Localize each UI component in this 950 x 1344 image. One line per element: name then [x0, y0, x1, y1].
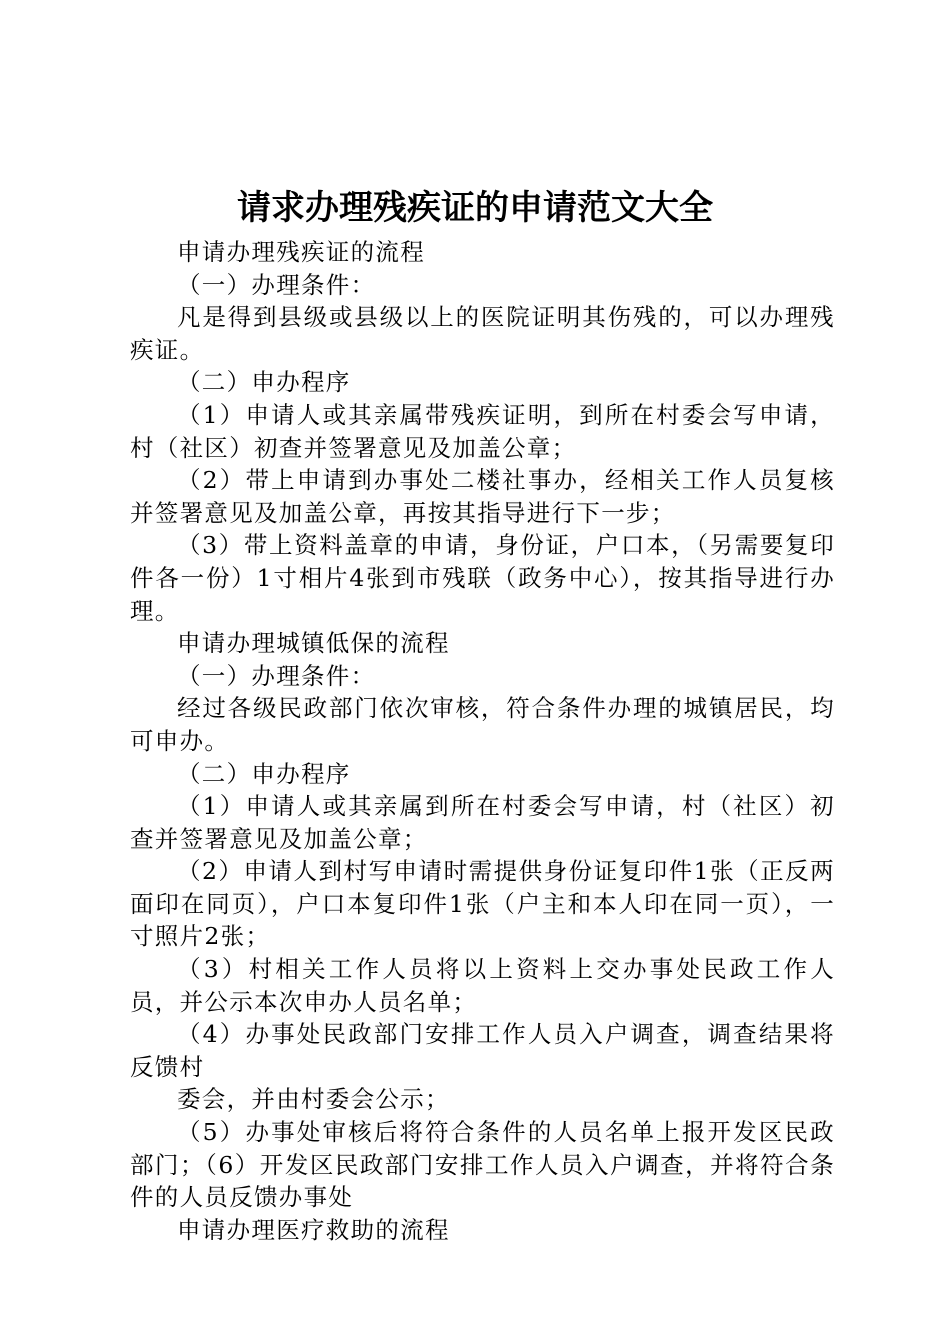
paragraph: 凡是得到县级或县级以上的医院证明其伤残的，可以办理残疾证。	[130, 303, 835, 364]
paragraph: （1）申请人或其亲属到所在村委会写申请，村（社区）初查并签署意见及加盖公章；	[130, 792, 835, 853]
paragraph: （4）办事处民政部门安排工作人员入户调查，调查结果将反馈村	[130, 1020, 835, 1081]
paragraph: 申请办理残疾证的流程	[177, 238, 425, 266]
paragraph: （3）村相关工作人员将以上资料上交办事处民政工作人员，并公示本次申办人员名单；	[130, 955, 835, 1016]
paragraph: 申请办理城镇低保的流程	[177, 629, 450, 658]
paragraph: （2）申请人到村写申请时需提供身份证复印件1张（正反两面印在同页），户口本复印件1张（户主和本人印在同一页），一寸照片2张；	[130, 857, 835, 951]
paragraph: （一）办理条件：	[177, 661, 376, 690]
paragraph: 经过各级民政部门依次审核，符合条件办理的城镇居民，均可申办。	[130, 694, 835, 755]
document-body	[130, 236, 835, 1246]
paragraph: 委会，并由村委会公示；	[177, 1085, 450, 1114]
paragraph: （二）申办程序	[177, 368, 351, 397]
paragraph: （2）带上申请到办事处二楼社事办，经相关工作人员复核并签署意见及加盖公章，再按其指导进行下一步；	[130, 466, 835, 527]
paragraph: （二）申办程序	[177, 759, 351, 788]
paragraph: （3）带上资料盖章的申请，身份证，户口本，（另需要复印件各一份）1寸相片4张到市残联（政务中心），按其指导进行办理。	[130, 531, 835, 625]
paragraph: （一）办理条件：	[177, 270, 376, 299]
paragraph: 申请办理医疗救助的流程	[177, 1215, 450, 1244]
document-title: 请求办理残疾证的申请范文大全	[237, 188, 713, 228]
paragraph: （1）申请人或其亲属带残疾证明，到所在村委会写申请，村（社区）初查并签署意见及加盖公章；	[130, 400, 835, 462]
paragraph: （5）办事处审核后将符合条件的人员名单上报开发区民政部门；（6）开发区民政部门安排工作人员入户调查，并将符合条件的人员反馈办事处	[130, 1118, 835, 1212]
